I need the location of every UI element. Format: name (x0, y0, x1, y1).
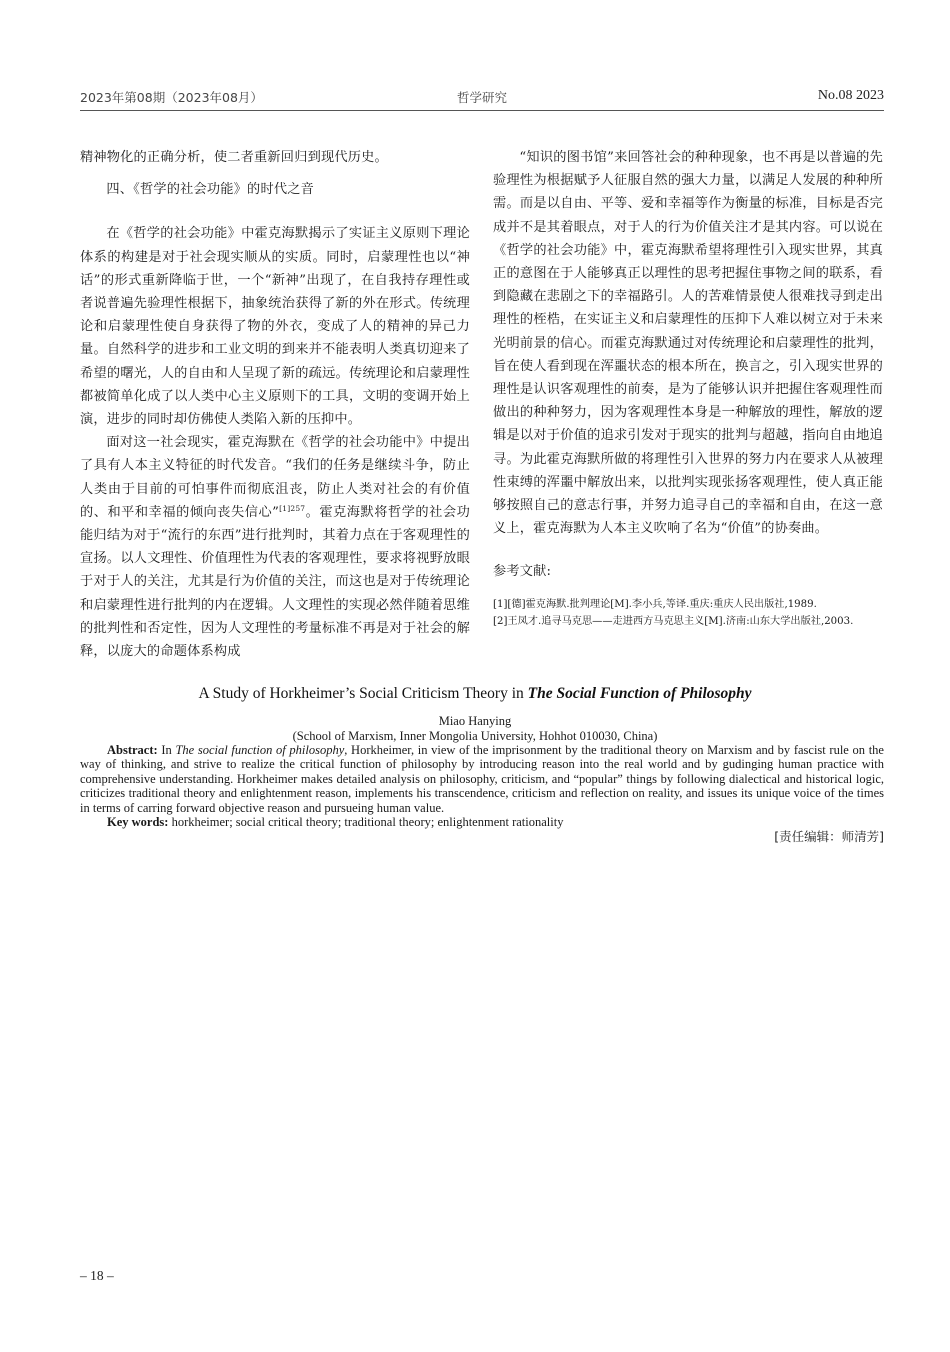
paragraph-text: 面对这一社会现实，霍克海默在《哲学的社会功能中》中提出了具有人本主义特征的时代发音。“我们的任务是继续斗争，防止人类由于目前的可怕事件而彻底沮丧，防止人类对社会的有价值的、和平和幸福的倾向丧失信心” (80, 435, 470, 520)
running-header (80, 88, 884, 108)
abstract-label: Abstract: (107, 743, 158, 757)
reference-item: [2]王凤才.追寻马克思——走进西方马克思主义[M].济南:山东大学出版社,2003. (493, 615, 854, 627)
reference-item: [1][德]霍克海默.批判理论[M].李小兵,等译.重庆:重庆人民出版社,1989. (493, 598, 817, 610)
page-number: – 18 – (80, 1268, 114, 1283)
english-title (0, 685, 950, 703)
journal-name: 哲学研究 (456, 90, 507, 105)
paragraph: “知识的图书馆”来回答社会的种种现象，也不再是以普遍的先验理性为根据赋予人征服自然的强大力量，以满足人发展的种种所需。而是以自由、平等、爱和幸福等作为衡量的标准，目标是否完成并不是其着眼点，对于人的行为价值关注才是其内容。可以说在《哲学的社会功能》中，霍克海默希望将理性引入现实世界，其真正的意图在于人能够真正以理性的思考把握住事物之间的联系，看到隐藏在悲剧之下的幸福路引。人的苦难情景使人很难找寻到走出理性的桎梏，在实证主义和启蒙理性的压抑下人难以树立对于未来光明前景的信心。而霍克海默通过对传统理论和启蒙理性的批判，旨在使人看到现在浑噩状态的根本所在，换言之，引入现实世界的理性是认识客观理性的前奏，是为了能够认识并把握住客观理性而做出的种种努力，因为客观理性本身是一种解放的理性，解放的逻辑是以对于价值的追求引发对于现实的批判与超越，指向自由地追寻。为此霍克海默所做的将理性引入世界的努力内在要求人从被理性束缚的浑噩中解放出来，以批判实现张扬客观理性，使人真正能够按照自己的意志行事，并努力追寻自己的幸福和自由，在这一意义上，霍克海默为人本主义吹响了名为“价值”的协奏曲。 (493, 150, 883, 537)
editor-note: [责任编辑：师清芳] (774, 829, 884, 844)
english-keywords (107, 815, 867, 830)
english-title-text: A Study of Horkheimer’s Social Criticism Theory in (198, 685, 528, 702)
citation: [1]257 (279, 503, 306, 513)
reference-list (493, 596, 883, 630)
abstract-book-title: The social function of philosophy (175, 743, 345, 757)
section-heading: 四、《哲学的社会功能》的时代之音 (106, 182, 314, 198)
references-heading: 参考文献: (493, 564, 552, 580)
issue-label: 2023年第08期（2023年08月） (80, 90, 263, 105)
english-abstract (80, 743, 884, 815)
keywords-label: Key words: (107, 815, 169, 829)
paragraph-text: 。霍克海默将哲学的社会功能归结为对于“流行的东西”进行批判时，其着力点在于客观理性的宣扬。以人文理性、价值理性为代表的客观理性，要求将视野放眼于对于人的关注，尤其是行为价值的关注，而这也是对于传统理论和启蒙理性进行批判的内在逻辑。人文理性的实现必然伴随着思维的批判性和否定性，因为人文理性的考量标准不再是对于社会的解释，以庞大的命题体系构成 (80, 504, 470, 660)
issue-number: No.08 2023 (817, 88, 884, 103)
header-divider (80, 110, 884, 111)
paragraph: 在《哲学的社会功能》中霍克海默揭示了实证主义原则下理论体系的构建是对于社会现实顺从的实质。同时，启蒙理性也以“神话”的形式重新降临于世，一个“新神”出现了，在自我持存理性或者说普遍先验理性根据下，抽象统治获得了新的外在形式。传统理论和启蒙理性使自身获得了物的外衣，变成了人的精神的异己力量。自然科学的进步和工业文明的到来并不能表明人类真切迎来了希望的曙光，人的自由和人呈现了新的疏远。传统理论和启蒙理性都被简单化成了以人类中心主义原则下的工具，文明的变调开始上演，进步的同时却仿佛使人类陷入新的压抑中。 (80, 226, 470, 428)
paragraph (80, 431, 470, 663)
right-column (493, 146, 883, 630)
paragraph-continued: 精神物化的正确分析，使二者重新回归到现代历史。 (80, 150, 388, 165)
keywords-text: horkheimer; social critical theory; traditional theory; enlightenment rationality (168, 815, 564, 829)
english-author: Miao Hanying (438, 714, 512, 728)
left-column (80, 146, 470, 663)
english-title-italic: The Social Function of Philosophy (527, 685, 752, 702)
abstract-text: , Horkheimer, in view of the imprisonment by the traditional theory on Marxism and by fascist rule on the way of thinking, and strive to realize the critical function of philosophy by introducing reason into the real world and by gudinging human practice with comprehensive understanding. Horkheimer makes detailed analysis on philosophy, criticism, and “popular” things by following dialectical and historical logic, criticizes traditional theory and enlightenment reason, implements his transcendence, criticism and reflection on reality, and issues its unique voice of the times in terms of carring forward objective reason and pursueing human value. (80, 743, 884, 815)
english-affiliation: (School of Marxism, Inner Mongolia University, Hohhot 010030, China) (292, 729, 658, 743)
abstract-text: In (157, 743, 176, 757)
